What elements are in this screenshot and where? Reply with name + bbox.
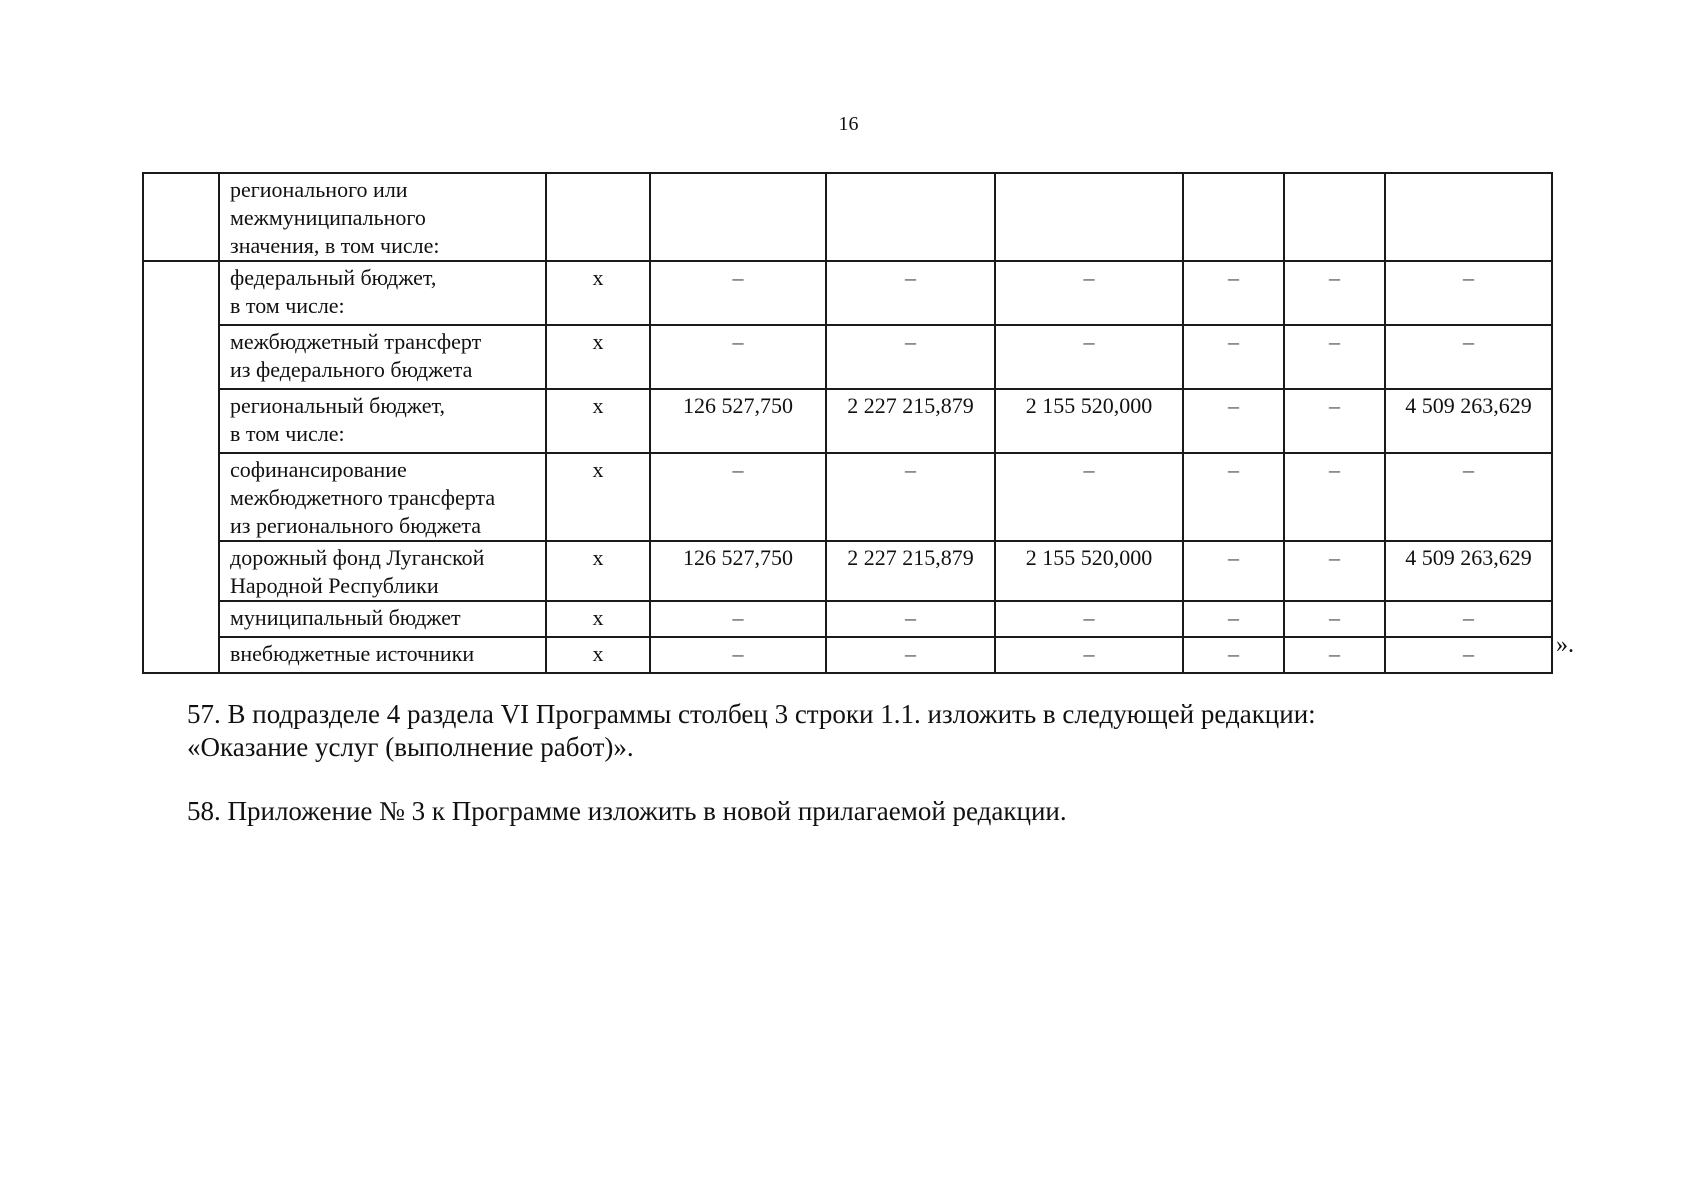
amount-cell: 2 155 520,000 <box>995 541 1183 601</box>
amount-cell: – <box>826 601 995 637</box>
amount-cell: – <box>995 453 1183 541</box>
amount-cell: – <box>650 453 826 541</box>
table-row <box>143 173 1552 261</box>
amount-cell: – <box>1284 601 1385 637</box>
source-name-cell: федеральный бюджет, в том числе: <box>219 261 546 325</box>
amount-cell: – <box>995 637 1183 673</box>
table-row <box>143 541 1552 601</box>
source-name-cell: муниципальный бюджет <box>219 601 546 637</box>
amount-cell: – <box>826 453 995 541</box>
amount-cell: – <box>1183 453 1284 541</box>
mark-cell: х <box>546 453 650 541</box>
amount-cell: – <box>650 325 826 389</box>
table-row <box>143 453 1552 541</box>
amount-cell: – <box>1183 601 1284 637</box>
amount-cell: – <box>995 601 1183 637</box>
amount-cell: – <box>1385 637 1552 673</box>
empty-cell <box>650 173 826 261</box>
amount-cell: – <box>650 261 826 325</box>
mark-cell: х <box>546 637 650 673</box>
source-name-cell: дорожный фонд Луганской Народной Республики <box>219 541 546 601</box>
amount-cell: – <box>1183 325 1284 389</box>
amount-cell: – <box>1183 637 1284 673</box>
amount-cell: 4 509 263,629 <box>1385 541 1552 601</box>
table-row <box>143 325 1552 389</box>
empty-cell <box>546 173 650 261</box>
amount-cell: – <box>1284 325 1385 389</box>
amount-cell: – <box>1183 389 1284 453</box>
amount-cell: 2 227 215,879 <box>826 389 995 453</box>
empty-cell <box>826 173 995 261</box>
row-number-cell <box>143 261 219 673</box>
empty-cell <box>1385 173 1552 261</box>
table-row <box>143 637 1552 673</box>
amount-cell: – <box>826 325 995 389</box>
budget-table <box>142 172 1553 674</box>
empty-cell <box>1183 173 1284 261</box>
amount-cell: – <box>1183 541 1284 601</box>
table-row <box>143 389 1552 453</box>
amount-cell: 126 527,750 <box>650 389 826 453</box>
amount-cell: – <box>650 601 826 637</box>
amount-cell: – <box>1284 389 1385 453</box>
amount-cell: – <box>1385 601 1552 637</box>
amount-cell: – <box>1385 325 1552 389</box>
mark-cell: х <box>546 601 650 637</box>
paragraph-57-line-2: «Оказание услуг (выполнение работ)». <box>187 732 634 762</box>
source-name-cell: софинансирование межбюджетного трансферта из регионального бюджета <box>219 453 546 541</box>
table-row <box>143 261 1552 325</box>
table-row <box>143 601 1552 637</box>
row-number-cell <box>143 173 219 261</box>
amount-cell: – <box>1183 261 1284 325</box>
amount-cell: – <box>1385 261 1552 325</box>
amount-cell: – <box>826 637 995 673</box>
empty-cell <box>995 173 1183 261</box>
amount-cell: – <box>1385 453 1552 541</box>
mark-cell: х <box>546 541 650 601</box>
amount-cell: 2 155 520,000 <box>995 389 1183 453</box>
mark-cell: х <box>546 389 650 453</box>
row-label-cell: регионального или межмуниципального значения, в том числе: <box>219 173 546 261</box>
closing-quote: ». <box>1556 632 1574 658</box>
amount-cell: 2 227 215,879 <box>826 541 995 601</box>
empty-cell <box>1284 173 1385 261</box>
paragraph-58: 58. Приложение № 3 к Программе изложить в новой прилагаемой редакции. <box>187 796 1067 826</box>
source-name-cell: региональный бюджет, в том числе: <box>219 389 546 453</box>
page-number: 16 <box>838 113 859 135</box>
amount-cell: – <box>1284 261 1385 325</box>
amount-cell: – <box>995 325 1183 389</box>
amount-cell: – <box>1284 541 1385 601</box>
amount-cell: 126 527,750 <box>650 541 826 601</box>
paragraph-57-line-1: 57. В подразделе 4 раздела VI Программы столбец 3 строки 1.1. изложить в следующей редакции: <box>187 699 1316 729</box>
amount-cell: – <box>995 261 1183 325</box>
mark-cell: х <box>546 261 650 325</box>
amount-cell: – <box>1284 637 1385 673</box>
amount-cell: – <box>1284 453 1385 541</box>
source-name-cell: межбюджетный трансферт из федерального бюджета <box>219 325 546 389</box>
amount-cell: – <box>826 261 995 325</box>
source-name-cell: внебюджетные источники <box>219 637 546 673</box>
amount-cell: – <box>650 637 826 673</box>
mark-cell: х <box>546 325 650 389</box>
amount-cell: 4 509 263,629 <box>1385 389 1552 453</box>
